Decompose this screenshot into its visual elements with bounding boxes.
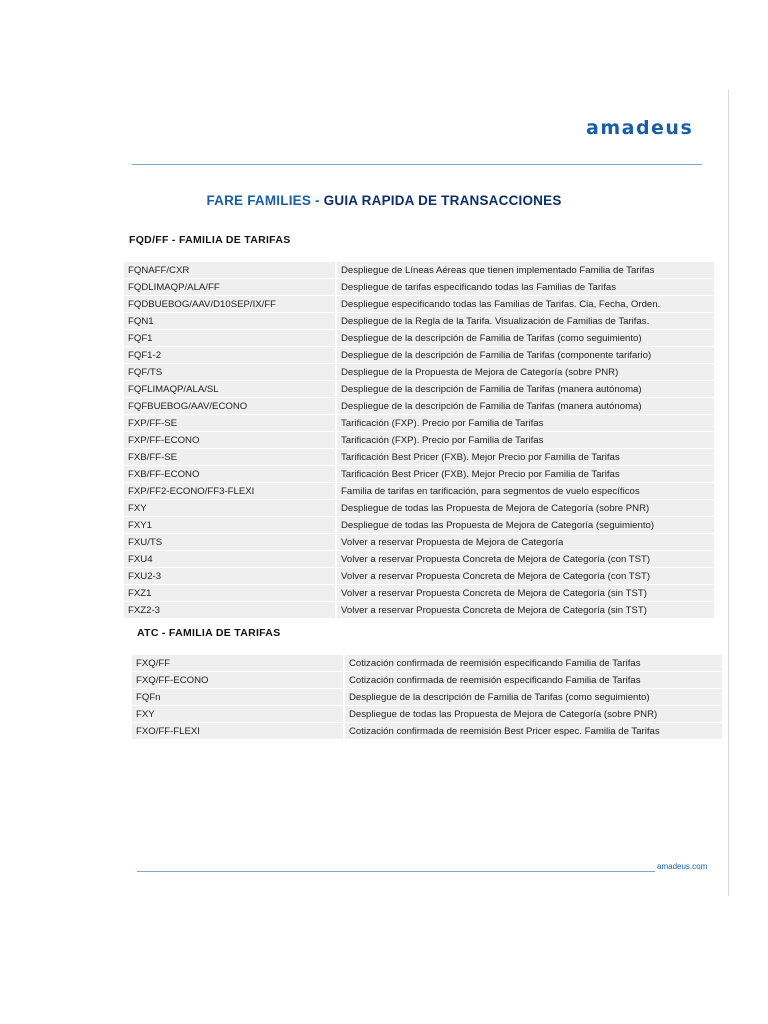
table-row (132, 723, 722, 739)
table-row (124, 432, 714, 448)
transaction-description: Volver a reservar Propuesta Concreta de Mejora de Categoría (con TST) (337, 568, 714, 584)
table-row (132, 689, 722, 705)
section-heading-atc: ATC - FAMILIA DE TARIFAS (137, 627, 281, 639)
transaction-description: Despliegue de la Regla de la Tarifa. Visualización de Familias de Tarifas. (337, 313, 714, 329)
table-row (124, 398, 714, 414)
transaction-code: FQDBUEBOG/AAV/D10SEP/IX/FF (124, 296, 337, 312)
transaction-code: FQFLIMAQP/ALA/SL (124, 381, 337, 397)
transaction-description: Despliegue de todas las Propuesta de Mejora de Categoría (sobre PNR) (337, 500, 714, 516)
transaction-description: Volver a reservar Propuesta Concreta de Mejora de Categoría (sin TST) (337, 602, 714, 618)
table-row (124, 381, 714, 397)
transaction-code: FXQ/FF-ECONO (132, 672, 345, 688)
transaction-description: Despliegue de la descripción de Familia de Tarifas (como seguimiento) (345, 689, 722, 705)
transaction-description: Volver a reservar Propuesta Concreta de Mejora de Categoría (con TST) (337, 551, 714, 567)
table-row (124, 449, 714, 465)
transaction-description: Despliegue de todas las Propuesta de Mejora de Categoría (sobre PNR) (345, 706, 722, 722)
page-title (0, 193, 768, 208)
transaction-description: Tarificación (FXP). Precio por Familia de Tarifas (337, 432, 714, 448)
transaction-description: Cotización confirmada de reemisión especificando Familia de Tarifas (345, 672, 722, 688)
transaction-code: FXO/FF-FLEXI (132, 723, 345, 739)
section-heading-fqd: FQD/FF - FAMILIA DE TARIFAS (129, 234, 291, 246)
transaction-code: FQF1-2 (124, 347, 337, 363)
transaction-description: Tarificación Best Pricer (FXB). Mejor Precio por Familia de Tarifas (337, 466, 714, 482)
table-row (124, 364, 714, 380)
table-row (124, 568, 714, 584)
footer-link[interactable]: amadeus.com (657, 862, 708, 871)
table-row (124, 466, 714, 482)
transaction-code: FQF1 (124, 330, 337, 346)
transaction-code: FXZ2-3 (124, 602, 337, 618)
transaction-description: Despliegue de todas las Propuesta de Mejora de Categoría (seguimiento) (337, 517, 714, 533)
table-row (124, 602, 714, 618)
transaction-description: Despliegue de la Propuesta de Mejora de Categoría (sobre PNR) (337, 364, 714, 380)
transaction-description: Despliegue de la descripción de Familia de Tarifas (manera autónoma) (337, 381, 714, 397)
page-edge (728, 90, 729, 896)
transaction-description: Despliegue de la descripción de Familia de Tarifas (como seguimiento) (337, 330, 714, 346)
table-row (124, 296, 714, 312)
table-row (124, 347, 714, 363)
transaction-code: FQF/TS (124, 364, 337, 380)
transaction-code: FXY (132, 706, 345, 722)
transaction-code: FXB/FF-SE (124, 449, 337, 465)
transaction-code: FXB/FF-ECONO (124, 466, 337, 482)
transaction-description: Despliegue de tarifas especificando todas las Familias de Tarifas (337, 279, 714, 295)
transaction-code: FXP/FF2-ECONO/FF3-FLEXI (124, 483, 337, 499)
table-row (124, 483, 714, 499)
transaction-description: Familia de tarifas en tarificación, para segmentos de vuelo específicos (337, 483, 714, 499)
transaction-description: Volver a reservar Propuesta Concreta de Mejora de Categoría (sin TST) (337, 585, 714, 601)
transaction-code: FQN1 (124, 313, 337, 329)
page-title-part1: FARE FAMILIES - (206, 193, 324, 208)
transactions-table-atc (132, 654, 722, 740)
transaction-description: Cotización confirmada de reemisión Best Pricer espec. Familia de Tarifas (345, 723, 722, 739)
footer-divider (137, 871, 655, 872)
transaction-description: Despliegue de la descripción de Familia de Tarifas (componente tarifario) (337, 347, 714, 363)
transaction-code: FXZ1 (124, 585, 337, 601)
table-row (124, 551, 714, 567)
transaction-description: Despliegue de Líneas Aéreas que tienen implementado Familia de Tarifas (337, 262, 714, 278)
transaction-description: Tarificación (FXP). Precio por Familia de Tarifas (337, 415, 714, 431)
transaction-description: Tarificación Best Pricer (FXB). Mejor Precio por Familia de Tarifas (337, 449, 714, 465)
transaction-code: FQFn (132, 689, 345, 705)
table-row (124, 517, 714, 533)
table-row (124, 313, 714, 329)
transaction-code: FXU4 (124, 551, 337, 567)
table-row (124, 585, 714, 601)
transaction-description: Cotización confirmada de reemisión especificando Familia de Tarifas (345, 655, 722, 671)
table-row (124, 330, 714, 346)
transaction-description: Despliegue de la descripción de Familia de Tarifas (manera autónoma) (337, 398, 714, 414)
transaction-code: FXU/TS (124, 534, 337, 550)
transaction-code: FXP/FF-ECONO (124, 432, 337, 448)
transaction-code: FQFBUEBOG/AAV/ECONO (124, 398, 337, 414)
transaction-description: Volver a reservar Propuesta de Mejora de Categoría (337, 534, 714, 550)
page-title-part2: GUIA RAPIDA DE TRANSACCIONES (323, 193, 562, 208)
transaction-code: FXU2-3 (124, 568, 337, 584)
table-row (132, 655, 722, 671)
header-divider (132, 164, 702, 165)
transaction-code: FQDLIMAQP/ALA/FF (124, 279, 337, 295)
transaction-code: FXY1 (124, 517, 337, 533)
transaction-code: FXP/FF-SE (124, 415, 337, 431)
amadeus-logo: amadeus (586, 117, 694, 139)
transaction-code: FXQ/FF (132, 655, 345, 671)
table-row (124, 500, 714, 516)
table-row (124, 279, 714, 295)
table-row (124, 262, 714, 278)
transaction-code: FQNAFF/CXR (124, 262, 337, 278)
table-row (124, 415, 714, 431)
transaction-description: Despliegue especificando todas las Familias de Tarifas. Cia, Fecha, Orden. (337, 296, 714, 312)
table-row (124, 534, 714, 550)
transactions-table-fqd (124, 261, 714, 619)
table-row (132, 672, 722, 688)
transaction-code: FXY (124, 500, 337, 516)
table-row (132, 706, 722, 722)
